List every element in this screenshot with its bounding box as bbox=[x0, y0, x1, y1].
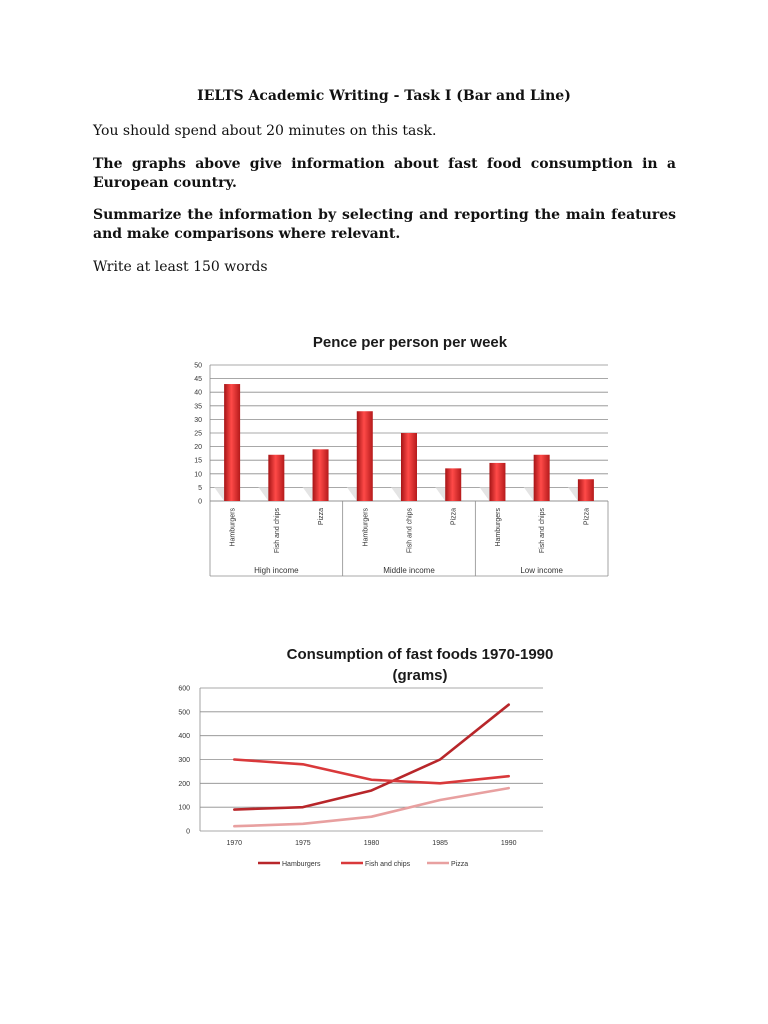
bar-y-tick-label: 25 bbox=[194, 430, 202, 438]
legend-label: Hamburgers bbox=[282, 861, 321, 868]
bar-y-tick-label: 20 bbox=[194, 444, 202, 452]
bar-y-tick-label: 5 bbox=[198, 484, 202, 492]
bar-group-label: Middle income bbox=[383, 566, 435, 575]
bar-y-tick-label: 50 bbox=[194, 362, 202, 370]
bar-group-label: Low income bbox=[520, 566, 564, 575]
line-x-tick-label: 1985 bbox=[432, 840, 448, 847]
line-y-tick-label: 200 bbox=[178, 780, 190, 788]
bar-category-label: Pizza bbox=[583, 508, 591, 526]
bar-0-1 bbox=[268, 455, 284, 501]
bar-y-tick-label: 15 bbox=[194, 457, 202, 465]
bar-1-0 bbox=[357, 411, 373, 501]
bar-0-0 bbox=[224, 384, 240, 501]
bar-category-label: Pizza bbox=[318, 508, 326, 526]
bar-y-tick-label: 45 bbox=[194, 376, 202, 384]
bar-1-1 bbox=[401, 433, 417, 501]
bar-0-2 bbox=[313, 449, 329, 501]
bar-chart-title: Pence per person per week bbox=[312, 334, 508, 351]
line-x-tick-label: 1980 bbox=[363, 840, 380, 847]
bar-1-2 bbox=[445, 468, 461, 501]
line-y-tick-label: 600 bbox=[178, 685, 190, 693]
document-title: IELTS Academic Writing - Task I (Bar and Line) bbox=[197, 88, 571, 104]
word-limit-text: Write at least 150 words bbox=[93, 259, 268, 275]
bar-category-label: Hamburgers bbox=[362, 508, 370, 547]
line-y-tick-label: 0 bbox=[186, 828, 190, 836]
legend-label: Fish and chips bbox=[365, 861, 411, 868]
line-y-tick-label: 300 bbox=[178, 757, 190, 764]
bar-category-label: Pizza bbox=[450, 508, 458, 526]
bar-y-tick-label: 30 bbox=[194, 416, 202, 424]
line-y-tick-label: 500 bbox=[178, 709, 190, 717]
bar-y-tick-label: 35 bbox=[194, 403, 202, 411]
legend-label: Pizza bbox=[451, 861, 469, 868]
bar-2-1 bbox=[534, 455, 550, 501]
line-y-tick-label: 100 bbox=[178, 804, 190, 812]
bar-category-label: Fish and chips bbox=[406, 508, 414, 554]
bar-category-label: Hamburgers bbox=[494, 508, 502, 547]
bar-y-tick-label: 40 bbox=[194, 389, 202, 397]
prompt-text: The graphs above give information about fast food consumption in a European country. bbox=[93, 156, 676, 191]
bar-category-label: Hamburgers bbox=[229, 508, 237, 547]
bar-2-2 bbox=[578, 479, 594, 501]
task-text: Summarize the information by selecting and reporting the main features and make comparisons where relevant. bbox=[93, 207, 676, 242]
bar-y-tick-label: 10 bbox=[194, 471, 202, 479]
bar-category-label: Fish and chips bbox=[539, 508, 547, 554]
bar-category-label: Fish and chips bbox=[273, 508, 281, 554]
line-x-tick-label: 1990 bbox=[500, 840, 517, 847]
line-y-tick-label: 400 bbox=[178, 733, 190, 741]
line-x-tick-label: 1975 bbox=[295, 840, 311, 847]
instruction-time: You should spend about 20 minutes on this task. bbox=[93, 123, 437, 139]
line-chart-subtitle: (grams) bbox=[392, 667, 448, 684]
line-chart-title-main: Consumption of fast foods 1970-1990 bbox=[286, 646, 554, 663]
bar-2-0 bbox=[489, 463, 505, 501]
bar-group-label: High income bbox=[254, 566, 299, 575]
line-x-tick-label: 1970 bbox=[226, 840, 243, 847]
bar-y-tick-label: 0 bbox=[198, 498, 202, 506]
